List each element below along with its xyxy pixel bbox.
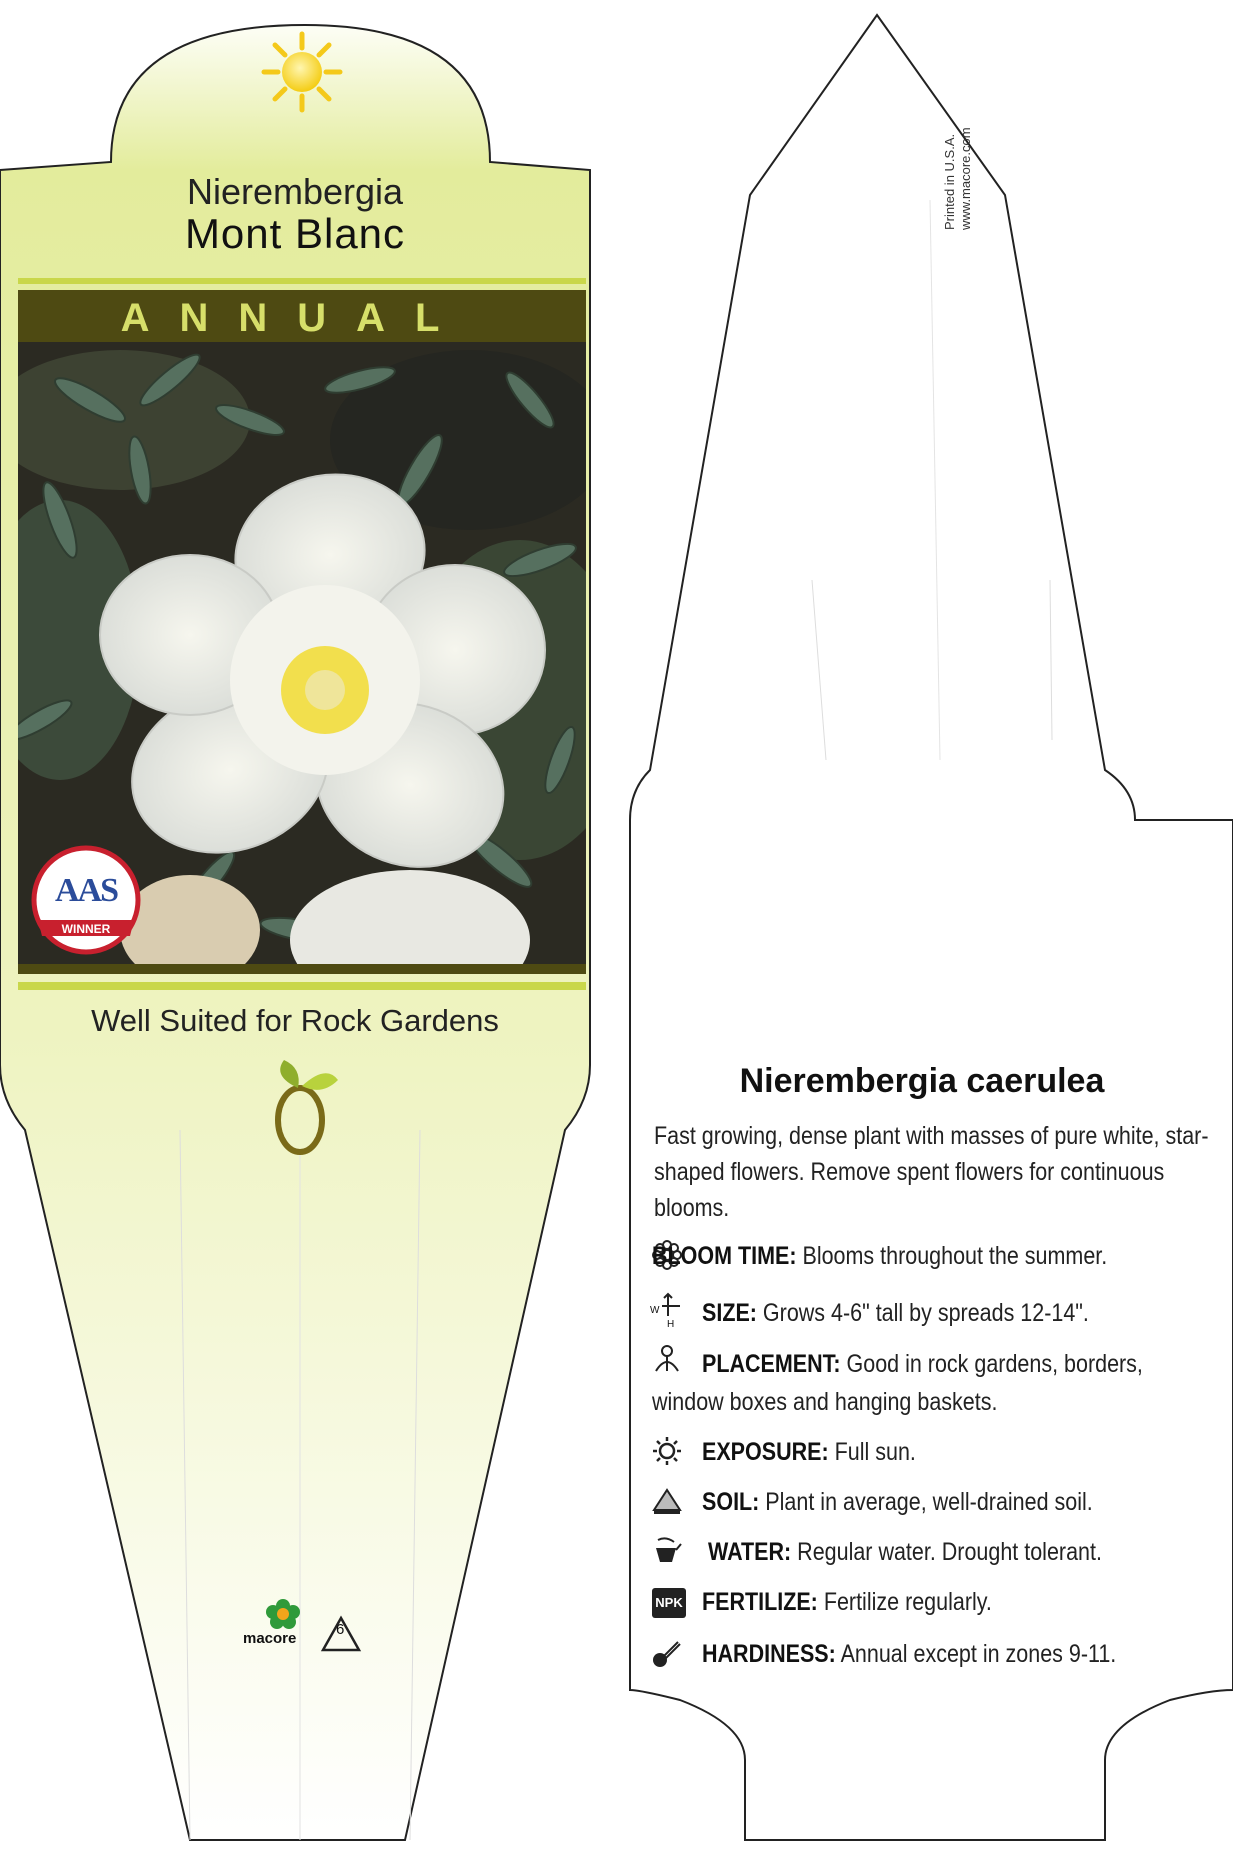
thermometer-icon xyxy=(652,1638,682,1668)
recycle-number: 6 xyxy=(336,1621,345,1638)
soil-icon xyxy=(652,1486,682,1516)
print-line-2: www.macore.com xyxy=(958,127,973,230)
fertilize-label: FERTILIZE: xyxy=(702,1588,818,1616)
placement-icon xyxy=(652,1343,682,1373)
water-label: WATER: xyxy=(708,1538,792,1566)
exposure-icon xyxy=(652,1436,682,1466)
category-band: ANNUAL xyxy=(120,296,470,340)
aas-badge-top: AAS xyxy=(54,872,118,909)
bloom-row xyxy=(652,1238,1107,1274)
aas-badge-bottom: WINNER xyxy=(61,922,111,936)
print-info xyxy=(942,127,974,230)
soil-row xyxy=(702,1484,1093,1520)
fertilize-row xyxy=(702,1584,992,1620)
description: Fast growing, dense plant with masses of pure white, star-shaped flowers. Remove spent flowers for continuous blooms. xyxy=(654,1122,1209,1222)
size-row xyxy=(702,1295,1089,1331)
bloom-label: BLOOM TIME: xyxy=(652,1242,797,1270)
brand-name: macore xyxy=(243,1630,297,1647)
hardiness-label: HARDINESS: xyxy=(702,1640,836,1668)
tagline: Well Suited for Rock Gardens xyxy=(91,1003,499,1038)
placement-text: Good in rock gardens, borders, xyxy=(840,1350,1143,1378)
placement-row xyxy=(702,1346,1143,1382)
genus-title: Nierembergia xyxy=(186,171,404,212)
sun-icon xyxy=(264,34,340,110)
fertilize-text: Fertilize regularly. xyxy=(817,1588,992,1616)
hardiness-text: Annual except in zones 9-11. xyxy=(835,1640,1117,1668)
print-line-1: Printed in U.S.A. xyxy=(942,133,957,230)
hardiness-row xyxy=(702,1636,1116,1672)
scientific-name: Nierembergia caerulea xyxy=(739,1062,1105,1100)
water-row xyxy=(708,1534,1102,1570)
size-icon-h: H xyxy=(667,1319,675,1330)
npk-icon: NPK xyxy=(652,1588,686,1618)
exposure-text: Full sun. xyxy=(828,1438,916,1466)
soil-text: Plant in average, well-drained soil. xyxy=(759,1488,1093,1516)
placement-row-2: window boxes and hanging baskets. xyxy=(652,1388,998,1416)
bloom-text: Blooms throughout the summer. xyxy=(796,1242,1108,1270)
size-label: SIZE: xyxy=(702,1299,757,1327)
water-icon xyxy=(652,1536,682,1566)
size-text: Grows 4-6" tall by spreads 12-14". xyxy=(756,1299,1089,1327)
water-text: Regular water. Drought tolerant. xyxy=(791,1538,1102,1566)
placement-label: PLACEMENT: xyxy=(702,1350,841,1378)
variety-title: Mont Blanc xyxy=(184,210,406,257)
size-icon-w: W xyxy=(650,1305,660,1316)
exposure-row xyxy=(702,1434,916,1470)
exposure-label: EXPOSURE: xyxy=(702,1438,829,1466)
soil-label: SOIL: xyxy=(702,1488,760,1516)
